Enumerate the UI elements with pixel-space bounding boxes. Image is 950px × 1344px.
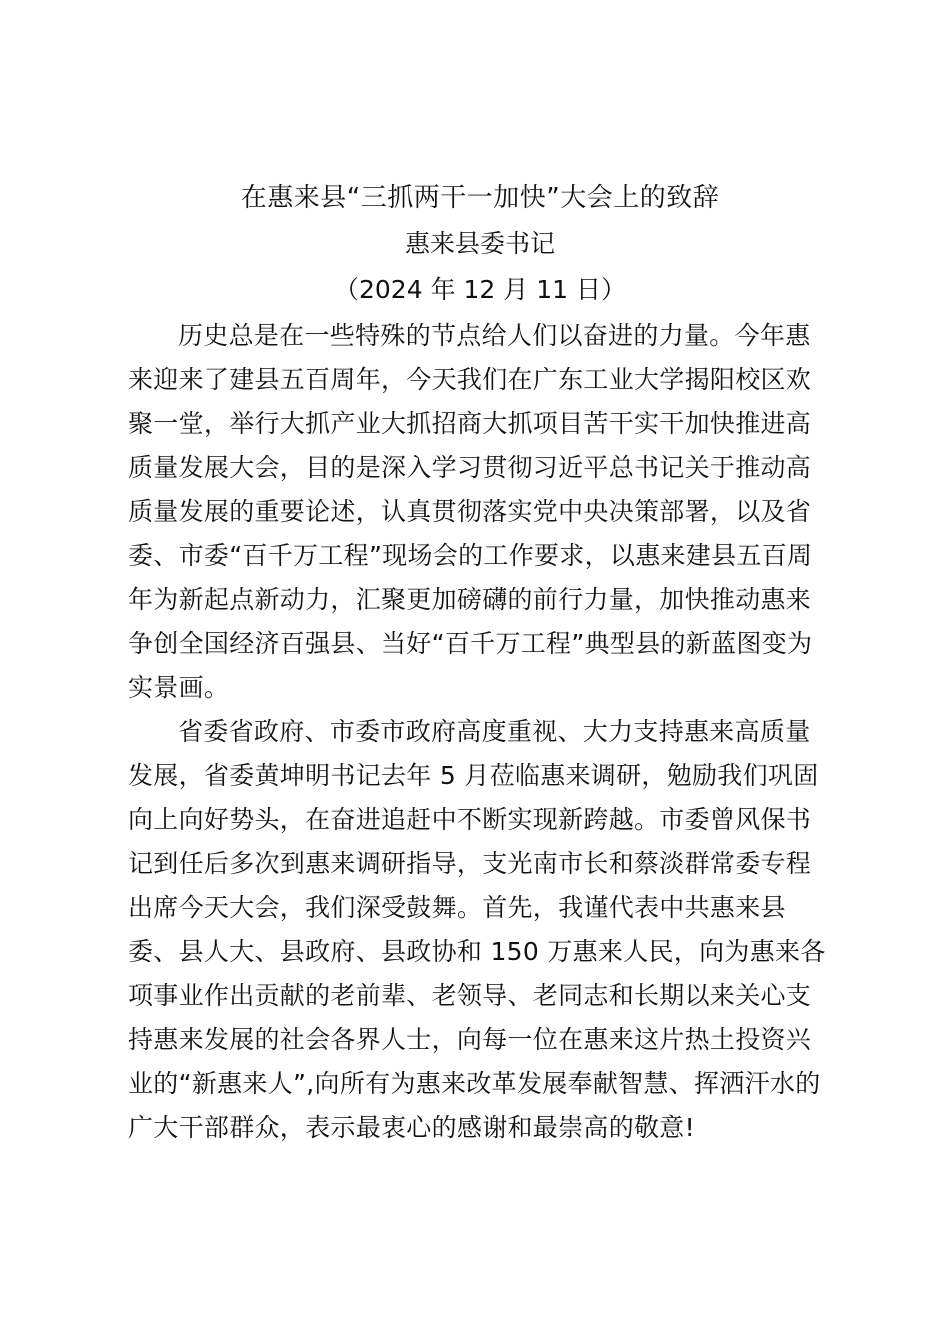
text-line: 质量发展大会，目的是深入学习贯彻习近平总书记关于推动高 — [128, 453, 812, 482]
text-line: 质量发展的重要论述，认真贯彻落实党中央决策部署，以及省 — [128, 497, 812, 526]
paragraph-1 — [128, 314, 828, 710]
text-line: 出席今天大会，我们深受鼓舞。首先，我谨代表中共惠来县 — [128, 893, 786, 922]
text-line: 来迎来了建县五百周年，今天我们在广东工业大学揭阳校区欢 — [128, 365, 812, 394]
text-line: 发展，省委黄坤明书记去年 5 月莅临惠来调研，勉励我们巩固 — [128, 761, 819, 790]
document-date: （2024 年 12 月 11 日） — [334, 275, 626, 304]
text-line: 业的“新惠来人”,向所有为惠来改革发展奉献智慧、挥洒汗水的 — [128, 1069, 821, 1098]
text-line: 委、市委“百千万工程”现场会的工作要求，以惠来建县五百周 — [128, 541, 813, 570]
text-line: 委、县人大、县政府、县政协和 150 万惠来人民，向为惠来各 — [128, 937, 826, 966]
text-line: 年为新起点新动力，汇聚更加磅礴的前行力量，加快推动惠来 — [128, 585, 812, 614]
document-body — [128, 314, 828, 1150]
text-line: 聚一堂，举行大抓产业大抓招商大抓项目苦干实干加快推进高 — [128, 409, 812, 438]
text-line: 实景画。 — [128, 673, 230, 702]
text-line: 项事业作出贡献的老前辈、老领导、老同志和长期以来关心支 — [128, 981, 812, 1010]
text-line: 持惠来发展的社会各界人士，向每一位在惠来这片热土投资兴 — [128, 1025, 812, 1054]
text-line: 省委省政府、市委市政府高度重视、大力支持惠来高质量 — [178, 717, 811, 746]
text-line: 历史总是在一些特殊的节点给人们以奋进的力量。今年惠 — [178, 321, 811, 350]
text-line: 广大干部群众，表示最衷心的感谢和最崇高的敬意! — [128, 1113, 695, 1142]
text-line: 记到任后多次到惠来调研指导，支光南市长和蔡淡群常委专程 — [128, 849, 812, 878]
document-author: 惠来县委书记 — [404, 229, 555, 258]
text-line: 争创全国经济百强县、当好“百千万工程”典型县的新蓝图变为 — [128, 629, 813, 658]
document-title: 在惠来县“三抓两干一加快”大会上的致辞 — [240, 183, 720, 213]
paragraph-2 — [128, 710, 828, 1150]
text-line: 向上向好势头，在奋进追赶中不断实现新跨越。市委曾风保书 — [128, 805, 812, 834]
